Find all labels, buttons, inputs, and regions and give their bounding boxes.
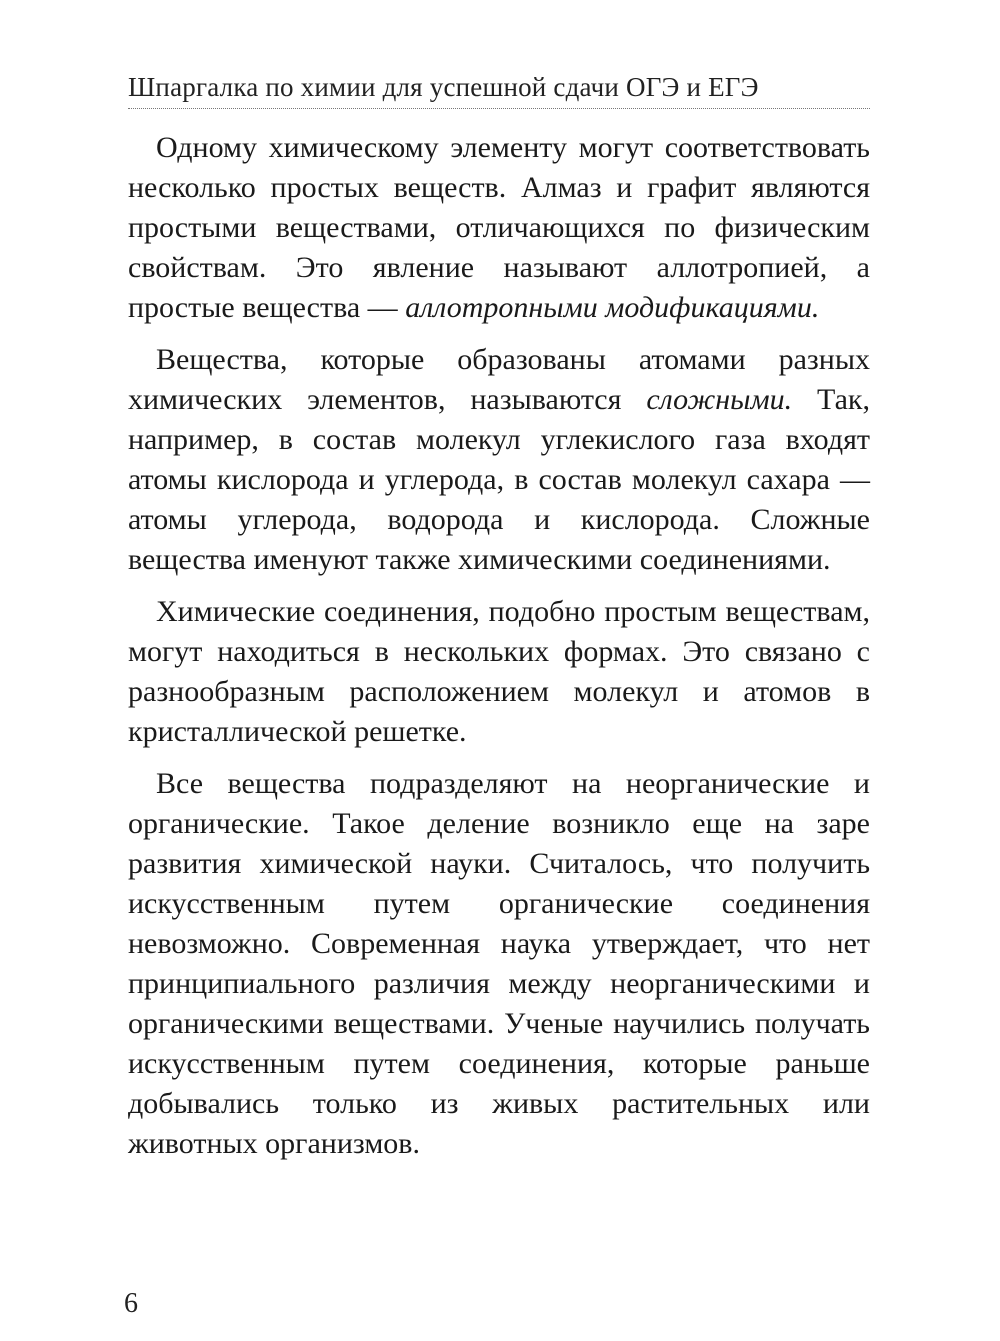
paragraph-organic-inorganic <box>128 764 870 1164</box>
emphasis-term: аллотропными модификациями. <box>405 291 820 324</box>
paragraph-chemical-compounds <box>128 592 870 752</box>
paragraph-text: Все вещества подразделяют на неорганические и органические. Такое деление возникло еще на заре развития химической науки. Считалось, что получить искусственным путем органические соединения невозможно. Современная наука утверждает, что нет принципиального различия между неорганическими и органическими веществами. Ученые научились получать искусственным путем соединения, которые раньше добывались только из живых растительных или животных организмов. <box>128 767 870 1160</box>
paragraph-text: Так, например, в состав молекул углекислого газа входят атомы кислорода и углерода, в состав молекул сахара — атомы углерода, водорода и кислорода. Сложные вещества именуют также химическими соединениями. <box>128 383 870 576</box>
page-number: 6 <box>124 1288 138 1319</box>
paragraph-text: Химические соединения, подобно простым веществам, могут находиться в нескольких формах. Это связано с разнообразным расположением молекул и атомов в кристаллической решетке. <box>128 595 870 748</box>
paragraph-complex-substances <box>128 340 870 580</box>
running-header: Шпаргалка по химии для успешной сдачи ОГЭ и ЕГЭ <box>128 72 759 102</box>
paragraph-allotropy <box>128 128 870 328</box>
header-dotted-rule <box>128 108 870 109</box>
emphasis-term: сложными. <box>646 383 793 416</box>
paragraph-text: Вещества, которые образованы атомами разных химических элементов, называются <box>128 343 870 416</box>
paragraph-text: Одному химическому элементу могут соответствовать несколько простых веществ. Алмаз и графит являются простыми веществами, отличающихся по физическим свойствам. Это явление называют аллотропией, а простые вещества — <box>128 131 870 324</box>
body-text <box>128 128 870 1176</box>
